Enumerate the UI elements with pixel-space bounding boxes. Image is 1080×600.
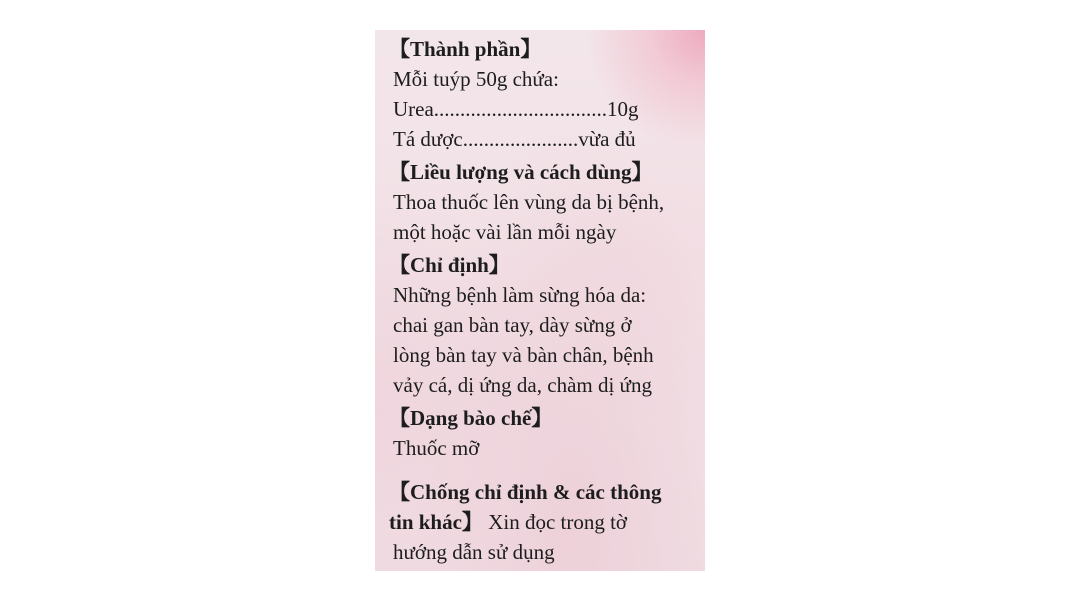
indication-line: chai gan bàn tay, dày sừng ở: [393, 313, 632, 337]
indication-line: lòng bàn tay và bàn chân, bệnh: [393, 343, 654, 367]
composition-item-excipient: Tá dược......................vừa đủ: [393, 127, 636, 151]
dosage-line: Thoa thuốc lên vùng da bị bệnh,: [393, 190, 665, 214]
label-text-block: [389, 34, 703, 567]
composition-item-urea: Urea.................................10g: [393, 97, 639, 121]
form-value: Thuốc mỡ: [393, 436, 480, 460]
contra-heading-tail: tin khác】: [389, 510, 483, 534]
form-heading: 【Dạng bào chế】: [389, 406, 553, 430]
indication-heading: 【Chỉ định】: [389, 253, 510, 277]
dosage-line: một hoặc vài lần mỗi ngày: [393, 220, 617, 244]
dosage-heading: 【Liều lượng và cách dùng】: [389, 160, 653, 184]
contra-text-inline: Xin đọc trong tờ: [482, 510, 628, 534]
contra-text: hướng dẫn sử dụng: [393, 540, 555, 564]
contra-heading: 【Chống chỉ định & các thông: [389, 480, 662, 504]
contra-heading-continued: [389, 507, 703, 537]
indication-line: vảy cá, dị ứng da, chàm dị ứng: [393, 373, 652, 397]
composition-heading: 【Thành phần】: [389, 37, 542, 61]
composition-intro: Mỗi tuýp 50g chứa:: [393, 67, 559, 91]
product-label-panel: [375, 30, 705, 571]
indication-line: Những bệnh làm sừng hóa da:: [393, 283, 647, 307]
